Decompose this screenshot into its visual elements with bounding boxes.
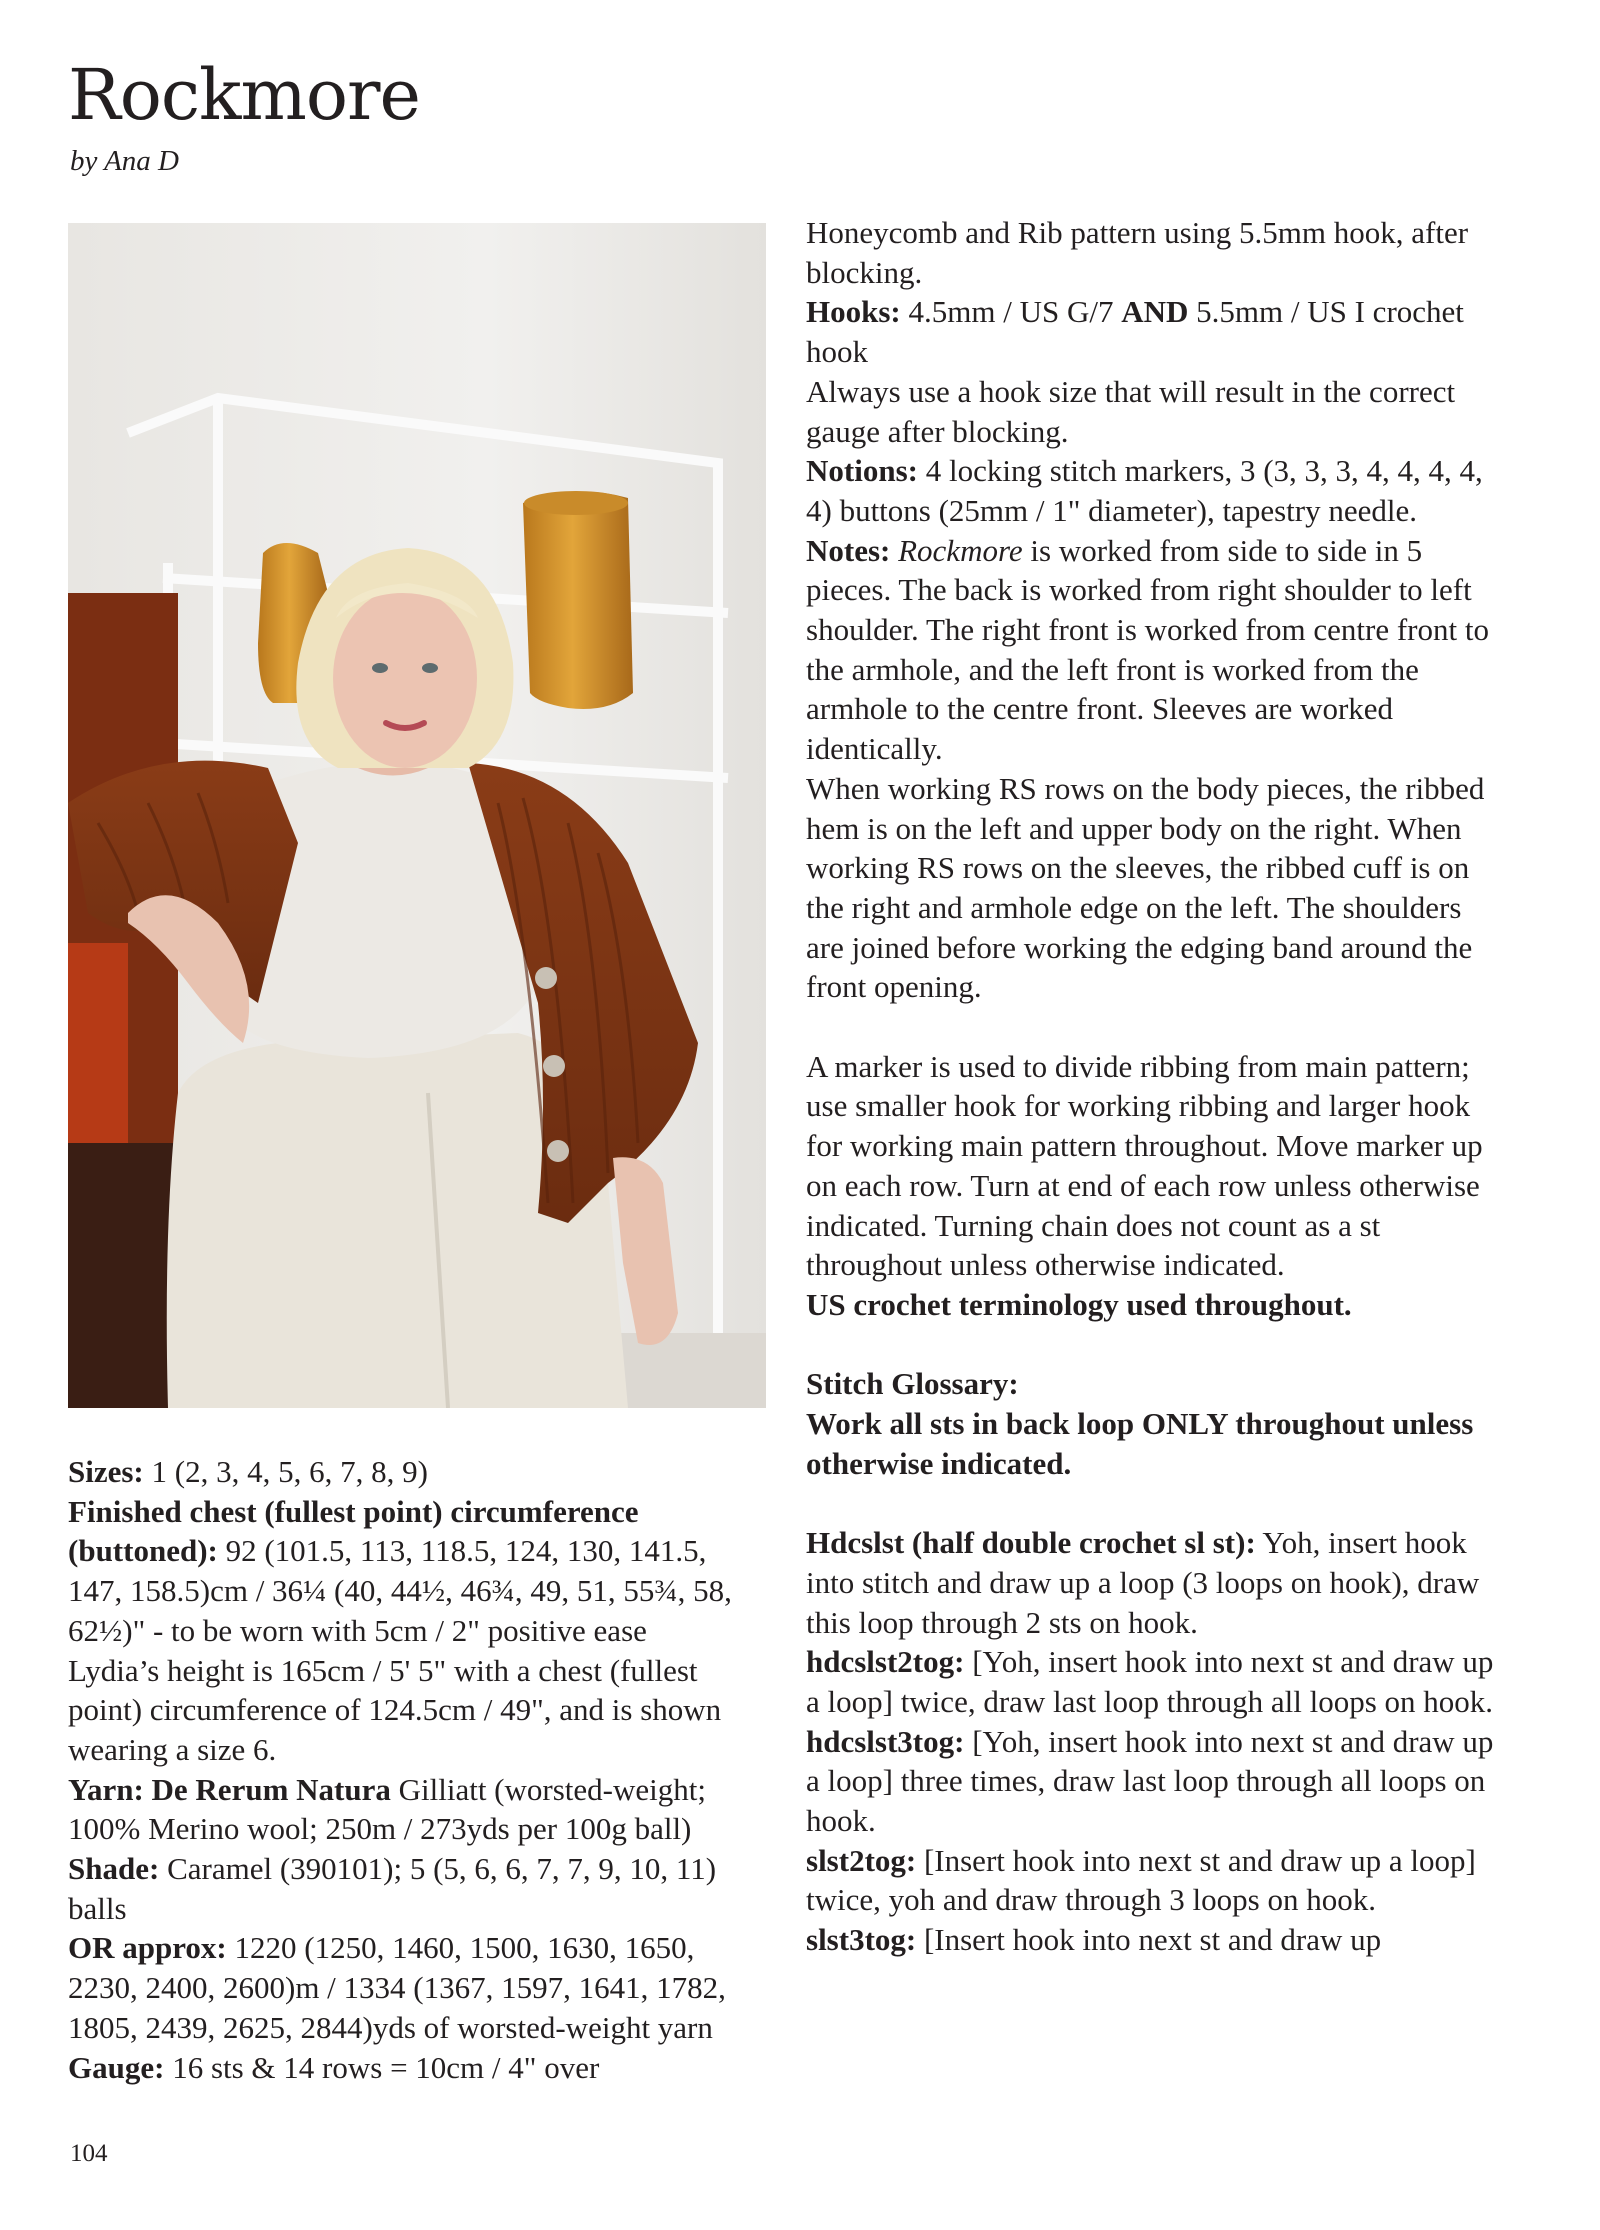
approx-section: OR approx: 1220 (1250, 1460, 1500, 1630, 1650, 2230, 2400, 2600)m / 1334 (1367, 1597, 1641, 1782, 1805, 2439, 2625, 2844)yds of worsted-weight yarn (68, 1930, 726, 2045)
button-2 (543, 1055, 565, 1077)
left-column (68, 1452, 768, 2087)
button-1 (535, 967, 557, 989)
pattern-title: Rockmore (68, 54, 420, 136)
notions-section: Notions: 4 locking stitch markers, 3 (3, 3, 3, 4, 4, 4, 4, 4) buttons (25mm / 1" diameter), tapestry needle. (806, 453, 1483, 528)
button-3 (547, 1140, 569, 1162)
marker-note: A marker is used to divide ribbing from main pattern; use smaller hook for working ribbing and larger hook for working main pattern throughout. Move marker up on each row. Turn at end of each row unless otherwise indicated. Turning chain does not count as a st throughout unless otherwise indicated. (806, 1048, 1483, 1283)
model-note: Lydia’s height is 165cm / 5' 5" with a chest (fullest point) circumference of 124.5cm / 49", and is shown wearing a size 6. (68, 1652, 722, 1767)
glossary-slst3tog: slst3tog: [Insert hook into next st and draw up (806, 1922, 1382, 1958)
right-column (806, 213, 1506, 1960)
glossary-title: Stitch Glossary: (806, 1366, 1019, 1402)
glossary-hdcslst3tog: hdcslst3tog: [Yoh, insert hook into next st and draw up a loop] three times, draw last loop through all loops on hook. (806, 1723, 1494, 1839)
hook-note: Always use a hook size that will result in the correct gauge after blocking. (806, 373, 1456, 449)
yarn-section: Yarn: De Rerum Natura Gilliatt (worsted-weight; 100% Merino wool; 250m / 273yds per 100g ball) (68, 1771, 706, 1847)
gauge-continued: Honeycomb and Rib pattern using 5.5mm hook, after blocking. (806, 215, 1469, 290)
glossary-slst2tog: slst2tog: [Insert hook into next st and draw up a loop] twice, yoh and draw through 3 loops on hook. (806, 1842, 1476, 1918)
hooks-section: Hooks: 4.5mm / US G/7 AND 5.5mm / US I crochet hook (806, 294, 1464, 370)
page-number: 104 (70, 2140, 108, 2167)
chest-section: Finished chest (fullest point) circumference (buttoned): 92 (101.5, 113, 118.5, 124, 130, 141.5, 147, 158.5)cm / 36¼ (40, 44½, 46¾, 49, 51, 55¾, 58, 62½)" - to be worn with 5cm / 2" positive ease (68, 1493, 732, 1648)
glossary-hdcslst2tog: hdcslst2tog: [Yoh, insert hook into next st and draw up a loop] twice, draw last loop through all loops on hook. (806, 1644, 1494, 1719)
notes-section: Notes: Rockmore is worked from side to side in 5 pieces. The back is worked from right shoulder to left shoulder. The right front is worked from centre front to the armhole, and the left front is worked from the armhole to the centre front. Sleeves are worked identically. (806, 532, 1489, 767)
glossary-note: Work all sts in back loop ONLY throughout unless otherwise indicated. (806, 1406, 1474, 1481)
glossary-hdcslst: Hdcslst (half double crochet sl st): Yoh, insert hook into stitch and draw up a loop (3 loops on hook), draw this loop through 2 sts on hook. (806, 1525, 1480, 1640)
shade-section: Shade: Caramel (390101); 5 (5, 6, 6, 7, 7, 9, 10, 11) balls (68, 1851, 717, 1926)
gauge-section: Gauge: 16 sts & 14 rows = 10cm / 4" over (68, 2049, 600, 2085)
designer-byline: by Ana D (70, 145, 180, 177)
model-photo (68, 223, 766, 1408)
terminology-note: US crochet terminology used throughout. (806, 1286, 1352, 1322)
sizes-section: Sizes: 1 (2, 3, 4, 5, 6, 7, 8, 9) (68, 1454, 428, 1489)
rs-rows-note: When working RS rows on the body pieces, the ribbed hem is on the left and upper body on the right. When working RS rows on the sleeves, the ribbed cuff is on the right and armhole edge on the left. The shoulders are joined before working the edging band around the front opening. (806, 770, 1485, 1005)
